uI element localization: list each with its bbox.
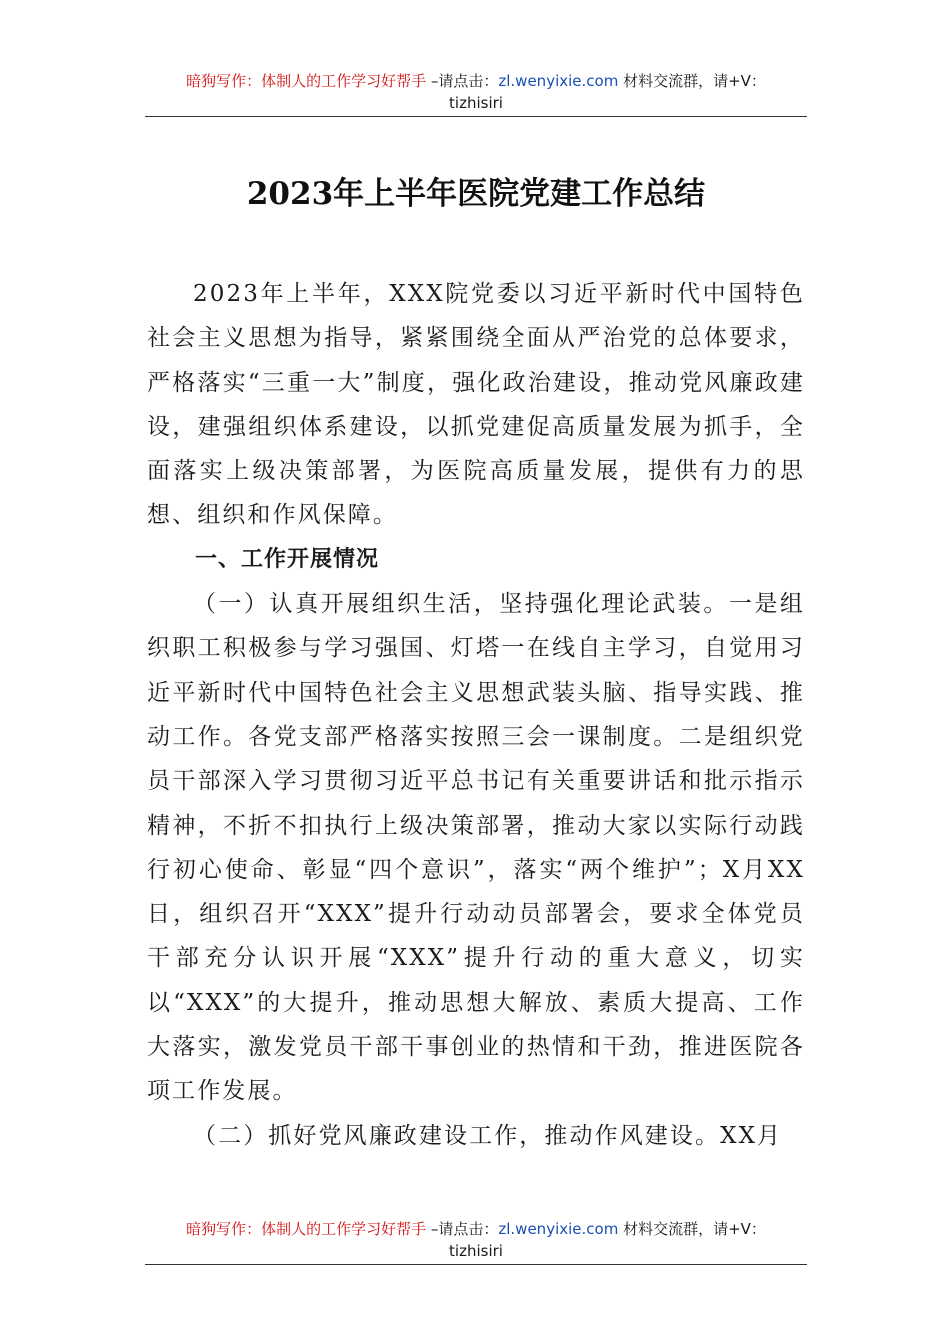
footer-tail: 材料交流群，请+V：: [623, 1220, 766, 1238]
header-banner: [145, 70, 807, 114]
footer-prompt: –请点击：: [430, 1220, 499, 1238]
footer-wechat: tizhisiri: [449, 1242, 503, 1260]
section-paragraph: （一）认真开展组织生活，坚持强化理论武装。一是组织职工积极参与学习强国、灯塔一在线自主学习，自觉用习近平新时代中国特色社会主义思想武装头脑、指导实践、推动工作。各党支部严格落实按照三会一课制度。二是组织党员干部深入学习贯彻习近平总书记有关重要讲话和批示指示精神，不折不扣执行上级决策部署，推动大家以实际行动践行初心使命、彰显“四个意识”，落实“两个维护”；X月XX日，组织召开“XXX”提升行动动员部署会，要求全体党员干部充分认识开展“XXX”提升行动的重大意义，切实以“XXX”的大提升，推动思想大解放、素质大提高、工作大落实，激发党员干部干事创业的热情和干劲，推进医院各项工作发展。: [147, 591, 805, 1105]
footer-link[interactable]: zl.wenyixie.com: [498, 1220, 619, 1238]
intro-paragraph: 2023年上半年，XXX院党委以习近平新时代中国特色社会主义思想为指导，紧紧围绕全面从严治党的总体要求，严格落实“三重一大”制度，强化政治建设，推动党风廉政建设，建强组织体系建设，以抓党建促高质量发展为抓手，全面落实上级决策部署，为医院高质量发展，提供有力的思想、组织和作风保障。: [147, 281, 805, 529]
header-wechat: tizhisiri: [449, 94, 503, 112]
header-prompt: –请点击：: [430, 72, 499, 90]
header-brand: 暗狗写作：体制人的工作学习好帮手: [186, 72, 427, 90]
header-link[interactable]: zl.wenyixie.com: [498, 72, 619, 90]
footer-brand: 暗狗写作：体制人的工作学习好帮手: [186, 1220, 427, 1238]
footer-divider: [145, 1264, 807, 1265]
header-divider: [145, 116, 807, 117]
section-paragraph: （二）抓好党风廉政建设工作，推动作风建设。XX月: [193, 1122, 783, 1149]
document-title: 2023年上半年医院党建工作总结: [246, 176, 706, 212]
footer-banner: [145, 1218, 807, 1262]
document-body: [147, 272, 805, 1158]
header-tail: 材料交流群，请+V：: [623, 72, 766, 90]
section-heading: 一、工作开展情况: [195, 546, 380, 572]
